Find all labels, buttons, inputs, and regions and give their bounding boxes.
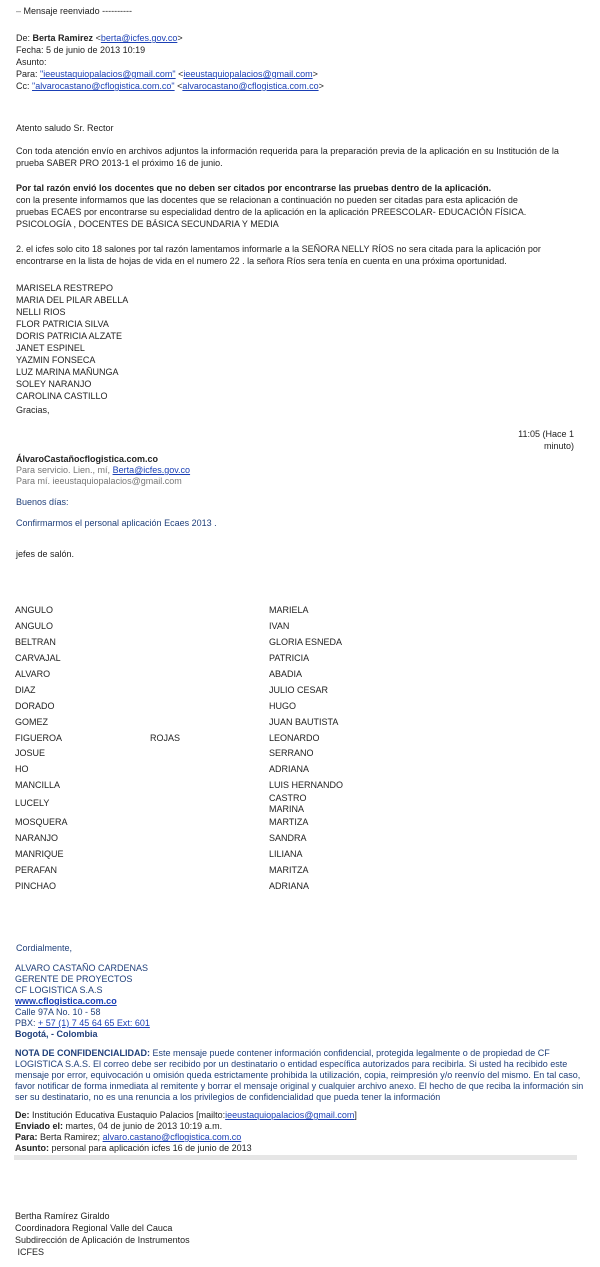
orig-enviado: Enviado el: martes, 04 de junio de 2013 10:19 a.m. bbox=[15, 1121, 223, 1131]
timestamp: 11:05 (Hace 1 minuto) bbox=[518, 429, 574, 451]
table-row: LUCELY CASTRO MARINA bbox=[15, 793, 307, 814]
cc-email-link[interactable]: alvarocastano@cflogistica.com.co bbox=[182, 81, 319, 91]
table-row: MOSQUERA MARTIZA bbox=[15, 817, 309, 827]
table-row: HO ADRIANA bbox=[15, 764, 310, 774]
paragraph-2-line-3: pruebas ECAES por encontrarse su especialidad dentro de la aplicación en la aplicación PREESCOLAR- EDUCACIÓN FÍSICA. bbox=[16, 207, 527, 217]
from-name: Berta Ramirez bbox=[32, 33, 94, 43]
quoted-to-me: Para mí. ieeustaquiopalacios@gmail.com bbox=[16, 476, 182, 486]
table-row: MANRIQUE LILIANA bbox=[15, 849, 303, 859]
signature-block bbox=[15, 963, 150, 1040]
paragraph-2-line-1: Por tal razón envió los docentes que no deben ser citados por encontrarse las pruebas dentro de la aplicación. bbox=[16, 183, 492, 193]
list-item: FLOR PATRICIA SILVA bbox=[16, 319, 109, 329]
paragraph-1: Con toda atención envío en archivos adjuntos la información requerida para la preparación previa de la aplicación en su Institución de la prueba SABER PRO 2013-1 el próximo 16 de junio. bbox=[16, 146, 559, 168]
cordially: Cordialmente, bbox=[16, 943, 73, 953]
to-display-link[interactable]: "ieeustaquiopalacios@gmail.com" bbox=[40, 69, 176, 79]
table-row: GOMEZ JUAN BAUTISTA bbox=[15, 717, 339, 727]
table-row: JOSUE SERRANO bbox=[15, 748, 314, 758]
table-row: DIAZ JULIO CESAR bbox=[15, 685, 329, 695]
list-item: DORIS PATRICIA ALZATE bbox=[16, 331, 123, 341]
quoted-confirm: Confirmarmos el personal aplicación Ecaes 2013 . bbox=[16, 518, 217, 528]
quoted-sender: ÁlvaroCastañocflogistica.com.co bbox=[16, 454, 159, 464]
orig-asunto: Asunto: personal para aplicación icfes 16 de junio de 2013 bbox=[15, 1143, 252, 1153]
cc-line: Cc: "alvarocastano@cflogistica.com.co" <alvarocastano@cflogistica.com.co> bbox=[16, 81, 324, 91]
paragraph-2-line-2: con la presente informamos que las docentes que se relacionan a continuación no pueden ser citadas para esta aplicación de bbox=[16, 195, 518, 205]
list-item: JANET ESPINEL bbox=[16, 343, 85, 353]
footer-line: Subdirección de Aplicación de Instrumentos bbox=[15, 1235, 190, 1245]
subject-line: Asunto: bbox=[16, 57, 47, 67]
signature-role: GERENTE DE PROYECTOS bbox=[15, 974, 133, 984]
signature-city: Bogotá, - Colombia bbox=[15, 1029, 98, 1039]
list-item: MARIA DEL PILAR ABELLA bbox=[16, 295, 129, 305]
pbx-phone-link[interactable]: + 57 (1) 7 45 64 65 Ext: 601 bbox=[38, 1018, 150, 1028]
confidentiality-note: NOTA DE CONFIDENCIALIDAD: Este mensaje puede contener información confidencial, protegida legalmente o de propiedad de CF LOGISTICA S.A.S. El correo debe ser recibido por un destinatario o entidad específica autorizados para recibirla. Si usted ha recibido este mensaje por error, equivocación u omisión queda estrictamente prohibida la utilización, copia, reimpresión y/o reenvío del mismo. En tal caso, favor notificar de forma inmediata al remitente y borrar el mensaje original y cualquier archivo anexo. El hecho de que reciba la información sin ser su destinatario, no es una renuncia a los privilegios de confidencialidad que pueda tener la información bbox=[15, 1048, 584, 1102]
date-line: Fecha: 5 de junio de 2013 10:19 bbox=[16, 45, 146, 55]
signature-pbx: PBX: + 57 (1) 7 45 64 65 Ext: 601 bbox=[15, 1018, 150, 1028]
table-row: ANGULO MARIELA bbox=[15, 605, 309, 615]
table-row: MANCILLA LUIS HERNANDO bbox=[15, 780, 344, 790]
table-row: NARANJO SANDRA bbox=[15, 833, 307, 843]
orig-de-link[interactable]: ieeustaquiopalacios@gmail.com bbox=[225, 1110, 355, 1120]
footer-signature bbox=[15, 1210, 190, 1258]
list-item: YAZMIN FONSECA bbox=[16, 355, 96, 365]
greeting: Atento saludo Sr. Rector bbox=[16, 123, 114, 133]
paragraph-2-line-4: PSICOLOGÍA , DOCENTES DE BÁSICA SECUNDARIA Y MEDIA bbox=[16, 219, 279, 229]
list-item: CAROLINA CASTILLO bbox=[16, 391, 108, 401]
table-row: DORADO HUGO bbox=[15, 701, 296, 711]
table-row: ANGULO IVAN bbox=[15, 621, 290, 631]
table-row: PINCHAO ADRIANA bbox=[15, 881, 310, 891]
table-row: BELTRAN GLORIA ESNEDA bbox=[15, 637, 343, 647]
quoted-to-link[interactable]: Berta@icfes.gov.co bbox=[112, 465, 191, 475]
separator-bar bbox=[14, 1155, 577, 1160]
table-row: FIGUEROA ROJAS LEONARDO bbox=[15, 733, 320, 743]
footer-line: Coordinadora Regional Valle del Cauca bbox=[15, 1223, 173, 1233]
signature-name: ALVARO CASTAÑO CARDENAS bbox=[15, 963, 149, 973]
signature-company: CF LOGISTICA S.A.S bbox=[15, 985, 103, 995]
quoted-greeting: Buenos días: bbox=[16, 497, 69, 507]
list-item: LUZ MARINA MAÑUNGA bbox=[16, 367, 119, 377]
footer-line: ICFES bbox=[15, 1247, 45, 1257]
orig-para-link[interactable]: alvaro.castano@cflogistica.com.co bbox=[102, 1132, 242, 1142]
original-header bbox=[15, 1110, 357, 1154]
quoted-jefes: jefes de salón. bbox=[16, 549, 75, 559]
from-email-link[interactable]: berta@icfes.gov.co bbox=[100, 33, 178, 43]
from-line: De: Berta Ramirez <berta@icfes.gov.co> bbox=[16, 33, 183, 43]
table-row: CARVAJAL PATRICIA bbox=[15, 653, 310, 663]
orig-para: Para: Berta Ramirez; alvaro.castano@cflogistica.com.co bbox=[15, 1132, 242, 1142]
to-email-link[interactable]: ieeustaquiopalacios@gmail.com bbox=[183, 69, 313, 79]
list-item: NELLI RIOS bbox=[16, 307, 66, 317]
quoted-to-line: Para servicio. Lien., mí, Berta@icfes.gov.co bbox=[16, 465, 191, 475]
table-row: ALVARO ABADIA bbox=[15, 669, 303, 679]
orig-de: De: Institución Educativa Eustaquio Palacios [mailto:ieeustaquiopalacios@gmail.com] bbox=[15, 1110, 357, 1120]
table-row: PERAFAN MARITZA bbox=[15, 865, 309, 875]
thanks: Gracias, bbox=[16, 405, 50, 415]
signature-address: Calle 97A No. 10 - 58 bbox=[15, 1007, 101, 1017]
to-line: Para: "ieeustaquiopalacios@gmail.com" <ieeustaquiopalacios@gmail.com> bbox=[16, 69, 318, 79]
list-item: SOLEY NARANJO bbox=[16, 379, 92, 389]
list-item: MARISELA RESTREPO bbox=[16, 283, 114, 293]
footer-line: Bertha Ramírez Giraldo bbox=[15, 1211, 110, 1221]
collapse-dash-icon[interactable]: – bbox=[16, 6, 22, 16]
forward-marker: – Mensaje reenviado ---------- bbox=[16, 6, 133, 16]
cc-display-link[interactable]: "alvarocastano@cflogistica.com.co" bbox=[32, 81, 175, 91]
paragraph-3: 2. el icfes solo cito 18 salones por tal razón lamentamos informarle a la SEÑORA NELLY RÍOS no sera citada para la aplicación por encontrarse en la lista de hojas de vida en el numero 22 . la señora Ríos sera tenía en cuenta en una próxima oportunidad. bbox=[16, 244, 541, 266]
signature-website-link[interactable]: www.cflogistica.com.co bbox=[15, 996, 117, 1006]
